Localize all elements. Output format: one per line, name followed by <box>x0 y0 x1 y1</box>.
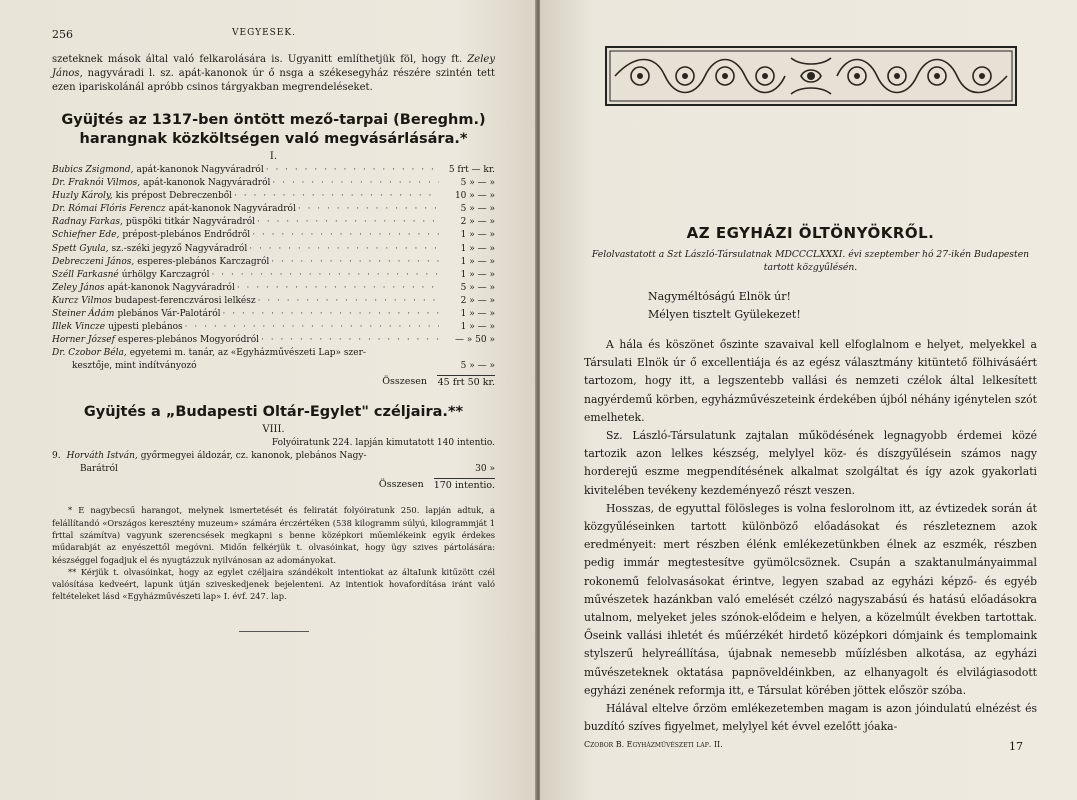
donor-list <box>52 164 495 373</box>
list-item: Bubics Zsigmond, apát-kanonok Nagyváradról · · · 5 frt — kr. <box>52 164 495 177</box>
list-item: Kurcz Vilmos budapest-ferenczvárosi lelkész · · · 2 » — » <box>52 295 495 308</box>
list-item: Dr. Római Flóris Ferencz apát-kanonok Nagyváradról · · · 5 » — » <box>52 203 495 216</box>
right-page-footer <box>584 740 1037 753</box>
list-item: Illek Vincze ujpesti plebános · · · 1 » — » <box>52 321 495 334</box>
body-paragraph-1: A hála és köszönet őszinte szavaival kell elfoglalnom e helyet, melyekkel a Társulati Elnök úr ő excellentiája és az egész választmány kitüntető fölhivásáért tartozom, hogy itt, a legszentebb vallási és nemzeti czélok által lelkesített nagyérdemű körben, egyházművészeteink érdekében újból néhány igénytelen szót emelhetek. <box>584 338 1037 424</box>
list-item-continuation: kesztője, mint indítványozó 5 » — » <box>72 361 495 372</box>
section1-heading: Gyüjtés az 1317-ben öntött mező-tarpai (Bereghm.) harangnak közköltségen való megvásárlására.* <box>61 112 486 147</box>
end-rule <box>239 631 309 632</box>
list-item: Zeley János apát-kanonok Nagyváradról · · · 5 » — » <box>52 282 495 295</box>
article-subtitle: Felolvastatott a Szt László-Társulatnak MDCCCLXXXI. évi szeptember hó 27-ikén Budapesten tartott közgyűlésén. <box>591 249 1030 273</box>
list-item: Debreczeni János, esperes-plebános Karczagról · · · 1 » — » <box>52 256 495 269</box>
section2-numeral: VIII. <box>262 424 285 436</box>
intro-paragraph: szeteknek mások által való felkarolására is. Ugyanitt említhetjük föl, hogy ft. Zeley János, nagyváradi l. sz. apát-kanonok úr ő nsga a székesegyház részére szintén tett ezen ipariskolánál apróbb csinos tárgyakban megrendeléseket. <box>52 54 495 93</box>
section2-item: 9. Horváth István, győrmegyei áldozár, cz. kanonok, plebános Nagy- <box>52 451 367 462</box>
list-item: Horner József esperes-plebános Mogyoródról · · · — » 50 » <box>52 334 495 347</box>
left-running-header <box>52 28 495 41</box>
footnote-2: ** Kérjük t. olvasóinkat, hogy az egylet czéljaira szándékolt intentiokat az áltaIunk kitűzött czél valósítása kedveért, lapunk útján sziveskedjenek bejelenteni. Az intentiok hovafordítása iránt való feltételeket lásd «Egyházművészeti lap» I. évf. 247. lap. <box>52 566 495 602</box>
salutation: Nagyméltóságú Elnök úr! Mélyen tisztelt Gyülekezet! <box>648 290 801 321</box>
list-item: Széll Farkasné úrhölgy Karczagról · · · 1 » — » <box>52 269 495 282</box>
section2-total: Összesen 170 intentio. <box>378 479 495 492</box>
list-item: Schiefner Ede, prépost-plebános Endrődről · · · 1 » — » <box>52 229 495 242</box>
section1-total: Összesen 45 frt 50 kr. <box>382 376 495 389</box>
article-title: AZ EGYHÁZI ÖLTÖNYÖKRŐL. <box>686 224 935 242</box>
body-paragraph-2: Sz. László-Társulatunk zajtalan működésének legnagyobb érdemei közé tartozik azon lelkes készség, melylyel köz- és díszgyűlésein számos nagy horderejű eszme megpendítésének alkalmat szolgáltat és így azok gyakorlati kivitelében tevékeny kezdeményező részt veszen. <box>584 429 1037 497</box>
list-item: Dr. Fraknói Vilmos, apát-kanonok Nagyváradról · · · 5 » — » <box>52 177 495 190</box>
signature-mark: Czobor B. Egyházművészeti lap. II. <box>584 740 723 750</box>
section2-heading: Gyüjtés a „Budapesti Oltár-Egylet" czéljaira.** <box>83 404 464 421</box>
left-page <box>0 0 537 800</box>
left-running-title: VEGYESEK. <box>232 28 296 38</box>
right-page-number: 17 <box>1009 740 1023 754</box>
list-item: Dr. Czobor Béla, egyetemi m. tanár, az «Egyházművészeti Lap» szer- <box>52 348 366 359</box>
list-item: Huzly Károly, kis prépost Debreczenből · · · 10 » — » <box>52 190 495 203</box>
list-item: Steiner Ádám plebános Vár-Palotáról · · · 1 » — » <box>52 308 495 321</box>
list-item: Spett Gyula, sz.-széki jegyző Nagyváradról · · · 1 » — » <box>52 243 495 256</box>
section2-carryover: Folyóiratunk 224. lapján kimutatott 140 intentio. <box>271 438 495 449</box>
list-item: Radnay Farkas, püspöki titkár Nagyváradról · · · 2 » — » <box>52 216 495 229</box>
left-page-number: 256 <box>52 28 73 41</box>
section2-item-continuation: Barátról 30 » <box>80 464 495 475</box>
ornamental-headpiece <box>605 46 1017 106</box>
right-page <box>540 0 1077 800</box>
body-paragraph-4: Hálával eltelve őrzöm emlékezetemben magam is azon jóindulatú elnézést és buzdító szíves figyelmet, melylyel két évvel ezelőtt jóaka- <box>584 702 1037 734</box>
footnote-1: * E nagybecsű harangot, melynek ismertetését és feliratát folyóiratunk 250. lapján adtuk, a felállítandó «Országos keresztény muzeum» számára érczértéken (538 kilogramm súlyú, kilogrammját 1 frttal számítva) vagyunk szerencsések megkapni s benne középkori műemlékeink egyik érdekes műdarabját az enyészettől megóvni. Midőn felkérjük t. olvasóinkat, hogy ügy szives pártolására: készséggel fogadjuk el és nyugtázzuk nyilvánosan az adományokat. <box>52 505 495 565</box>
body-paragraph-3: Hosszas, de egyuttal fölösleges is volna feslorolnom itt, az évtizedek során át közgyűléseinken tartott különböző előadásokat és részleteznem azok eredményeit: mert részben élénk emlékezetünkben élnek az eszmék, részben pedig immár megtestesítve gyümölcsöznek. Csupán a szaktanulmányaimmal rokonemű felolvasásokat érintve, legyen szabad az egyházi képző- és egyéb művészetek hazánkban való emelését czélzó nagyszabású és hatású előadásokra utalnom, melyeket jeles szónok-elődeim e helyen, a közelmúlt években tartottak. Őseink vallási ihletét és műérzékét hirdető középkori dómjaink és templomaink stylszerű helyreállítása, újabnak nemesebb műízlésben alkotása, az egyházi művészeteknek oktatása papnöveldéinkben, az elhanyagolt és elvilágiasodott egyházi zenének reformja itt, e Társulat körében jöttek először szóba. <box>584 501 1037 697</box>
section1-numeral: I. <box>269 151 278 162</box>
